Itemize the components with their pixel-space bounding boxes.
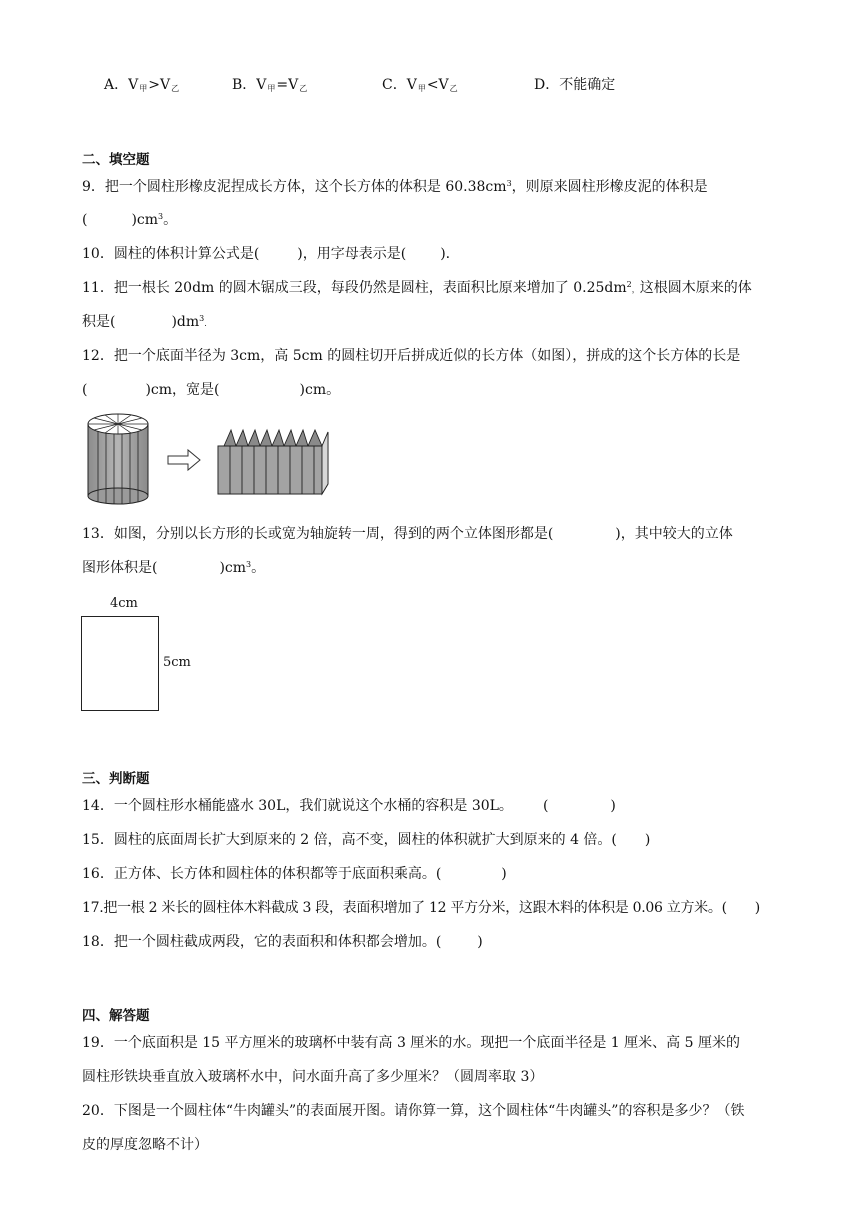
q13-end: 。	[251, 560, 266, 576]
q18-paren-close: )	[477, 934, 483, 950]
right-arrow-icon	[168, 450, 200, 470]
question-13-line1	[82, 523, 733, 543]
q16-text: 16．正方体、长方体和圆柱体的体积都等于底面积乘高。(	[82, 866, 442, 882]
cuboid-shape	[218, 430, 328, 494]
q13-unit-sup: 3	[246, 560, 252, 569]
q9-end: 。	[163, 212, 178, 228]
choice-d-text: D．不能确定	[534, 77, 616, 93]
q14-text: 14．一个圆柱形水桶能盛水 30L，我们就说这个水桶的容积是 30L。	[82, 798, 513, 814]
question-9-line2	[82, 209, 177, 229]
choice-c-text: C．V	[382, 77, 417, 93]
q11-end: .	[204, 319, 207, 328]
question-11-line2	[82, 311, 207, 331]
rect-side-label: 5cm	[163, 655, 191, 670]
q11-text: 11．把一根长 20dm 的圆木锯成三段，每段仍然是圆柱，表面积比原来增加了 0.25dm	[82, 280, 627, 296]
q19-text-1: 19．一个底面积是 15 平方厘米的玻璃杯中装有高 3 厘米的水。现把一个底面半径是 1 厘米、高 5 厘米的	[82, 1035, 740, 1051]
q10-end: ).	[440, 246, 451, 262]
question-11-line1	[82, 277, 752, 297]
q17-text: 17.把一根 2 米长的圆柱体木料截成 3 段，表面积增加了 12 平方分米，这跟木料的体积是 0.06 立方米。(	[82, 900, 727, 916]
question-14	[82, 795, 616, 815]
choice-d	[534, 74, 615, 94]
choice-b-sub1: 甲	[267, 84, 276, 93]
q9-text: 9．把一个圆柱形橡皮泥捏成长方体，这个长方体的体积是 60.38cm	[82, 179, 507, 195]
rectangle-shape	[81, 616, 159, 711]
question-15	[82, 829, 650, 849]
q10-text: 10．圆柱的体积计算公式是(	[82, 246, 260, 262]
choice-c-sub2: 乙	[449, 84, 458, 93]
q13-unit: )cm	[219, 560, 247, 576]
question-9-line1	[82, 176, 708, 196]
q13-text-mid: )，其中较大的立体	[615, 526, 733, 542]
choice-a-sub1: 甲	[139, 84, 148, 93]
q20-text-2: 皮的厚度忽略不计）	[82, 1137, 208, 1153]
q17-paren-close: )	[754, 900, 760, 916]
q9-unit-sup: 3	[158, 212, 164, 221]
rectangle-figure	[80, 596, 190, 716]
question-19-line2	[82, 1066, 543, 1086]
question-12-line1	[82, 345, 740, 365]
q11-text-end: 这根圆木原来的体	[639, 280, 752, 296]
q12-text: 12．把一个底面半径为 3cm，高 5cm 的圆柱切开后拼成近似的长方体（如图），拼成的这个长方体的长是	[82, 348, 741, 364]
q11-line2-start: 积是(	[82, 314, 116, 330]
q11-mark: ，	[631, 285, 640, 294]
q9-paren-open: (	[82, 212, 88, 228]
q19-text-2: 圆柱形铁块垂直放入玻璃杯水中，问水面升高了多少厘米？（圆周率取 3）	[82, 1069, 544, 1085]
q11-sup: 2	[626, 280, 632, 289]
q9-unit: )cm	[131, 212, 159, 228]
q14-paren-open: (	[542, 798, 549, 814]
q12-paren-open: (	[82, 382, 88, 398]
q14-paren-close: )	[610, 798, 616, 814]
choice-c	[382, 74, 459, 94]
rect-top-label: 4cm	[110, 596, 138, 611]
choice-a-sub2: 乙	[171, 84, 180, 93]
q13-text: 13．如图，分别以长方形的长或宽为轴旋转一周，得到的两个立体图形都是(	[82, 526, 554, 542]
question-13-line2	[82, 557, 265, 577]
question-20-line2	[82, 1134, 208, 1154]
question-16	[82, 863, 507, 883]
q18-text: 18．把一个圆柱截成两段，它的表面积和体积都会增加。(	[82, 934, 442, 950]
choice-a	[104, 74, 180, 94]
choice-b-text: B．V	[232, 77, 267, 93]
cylinder-shape	[88, 414, 148, 504]
question-18	[82, 931, 483, 951]
question-20-line1	[82, 1100, 744, 1120]
choice-b-op: =V	[276, 77, 299, 93]
q9-sup: 3	[506, 179, 512, 188]
section-title-true-false: 三、判断题	[82, 771, 150, 787]
q9-text-end: ，则原来圆柱形橡皮泥的体积是	[511, 179, 708, 195]
q11-unit-sup: 3	[199, 314, 205, 323]
q11-unit: )dm	[171, 314, 200, 330]
q10-text-mid: )，用字母表示是(	[297, 246, 407, 262]
q12-mid: )cm，宽是(	[145, 382, 220, 398]
choice-c-sub1: 甲	[417, 84, 426, 93]
question-17	[82, 897, 760, 917]
choice-b-sub2: 乙	[299, 84, 308, 93]
question-10	[82, 243, 450, 263]
q15-text: 15．圆柱的底面周长扩大到原来的 2 倍，高不变，圆柱的体积就扩大到原来的 4 倍。(	[82, 832, 617, 848]
q12-end: )cm。	[299, 382, 341, 398]
question-19-line1	[82, 1032, 740, 1052]
choice-a-op: >V	[148, 77, 171, 93]
question-12-line2	[82, 379, 340, 399]
q13-line2-start: 图形体积是(	[82, 560, 158, 576]
q20-text-1: 20．下图是一个圆柱体“牛肉罐头”的表面展开图。请你算一算，这个圆柱体“牛肉罐头”的容积是多少？（铁	[82, 1103, 745, 1119]
choice-b	[232, 74, 308, 94]
choice-c-op: <V	[426, 77, 449, 93]
q15-paren-close: )	[644, 832, 651, 848]
choice-a-text: A．V	[104, 77, 139, 93]
section-title-fill-in: 二、填空题	[82, 152, 150, 168]
section-title-solutions: 四、解答题	[82, 1008, 150, 1024]
q16-paren-close: )	[501, 866, 507, 882]
cylinder-to-cuboid-figure	[84, 410, 334, 506]
